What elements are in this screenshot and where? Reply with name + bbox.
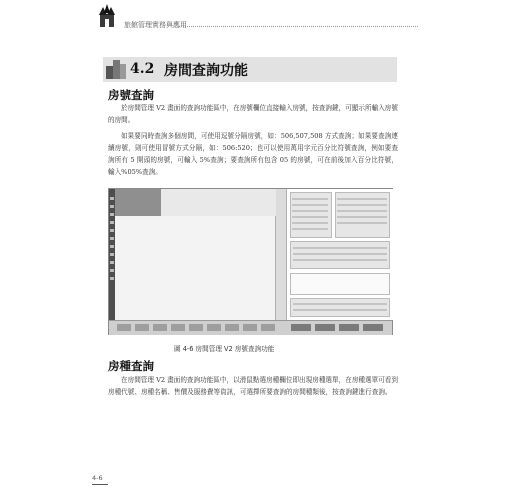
paragraph-room-number-1: 於房間管理 V2 畫面的查詢功能區中，在房號欄位直接輸入房號，按查詢鍵，可顯示所輸入房號的房間。 (108, 104, 398, 124)
paragraph-room-type-1: 在房間管理 V2 畫面的查詢功能區中，以滑鼠點選房種欄位即出現房種選單，在房種選單可看到房種代號、房種名稱、售價及服務費等資訊，可選擇所要查詢的房間種類後，按查詢鍵進行查詢。 (108, 376, 398, 396)
building-icon (106, 60, 126, 79)
section-number: 4.2 (130, 61, 155, 77)
footer-rule (92, 484, 108, 485)
running-header: 旅館管理實務與應用 (124, 21, 187, 29)
heading-room-number-query: 房號查詢 (108, 88, 154, 102)
header-rule (178, 26, 418, 27)
app-room-panel (115, 216, 276, 320)
app-query-panel (287, 189, 393, 320)
figure-screenshot (108, 188, 393, 335)
section-title: 房間查詢功能 (164, 63, 248, 79)
paragraph-room-number-2: 如果要同時查詢多個房間，可使用逗號分隔房號，如：506,507,508 方式查詢；如果要查詢連續房號，則可使用冒號方式分隔，如：506:520；也可以使用萬用字元百分比符號查詢，例如要查詢所有 5 開頭的房號，可輸入 5%查詢；要查詢所有包含 05 的房號，可在前後加入百分比符號，輸入%05%查詢。 (108, 132, 398, 176)
page-number: 4-6 (92, 474, 103, 482)
app-bottom-bar (109, 320, 392, 335)
app-scroll-column (276, 189, 287, 320)
castle-logo-icon (98, 4, 116, 28)
app-room-tile (115, 189, 161, 216)
figure-caption: 圖 4-6 房間管理 V2 房號查詢功能 (174, 345, 275, 353)
heading-room-type-query: 房種查詢 (108, 359, 154, 373)
